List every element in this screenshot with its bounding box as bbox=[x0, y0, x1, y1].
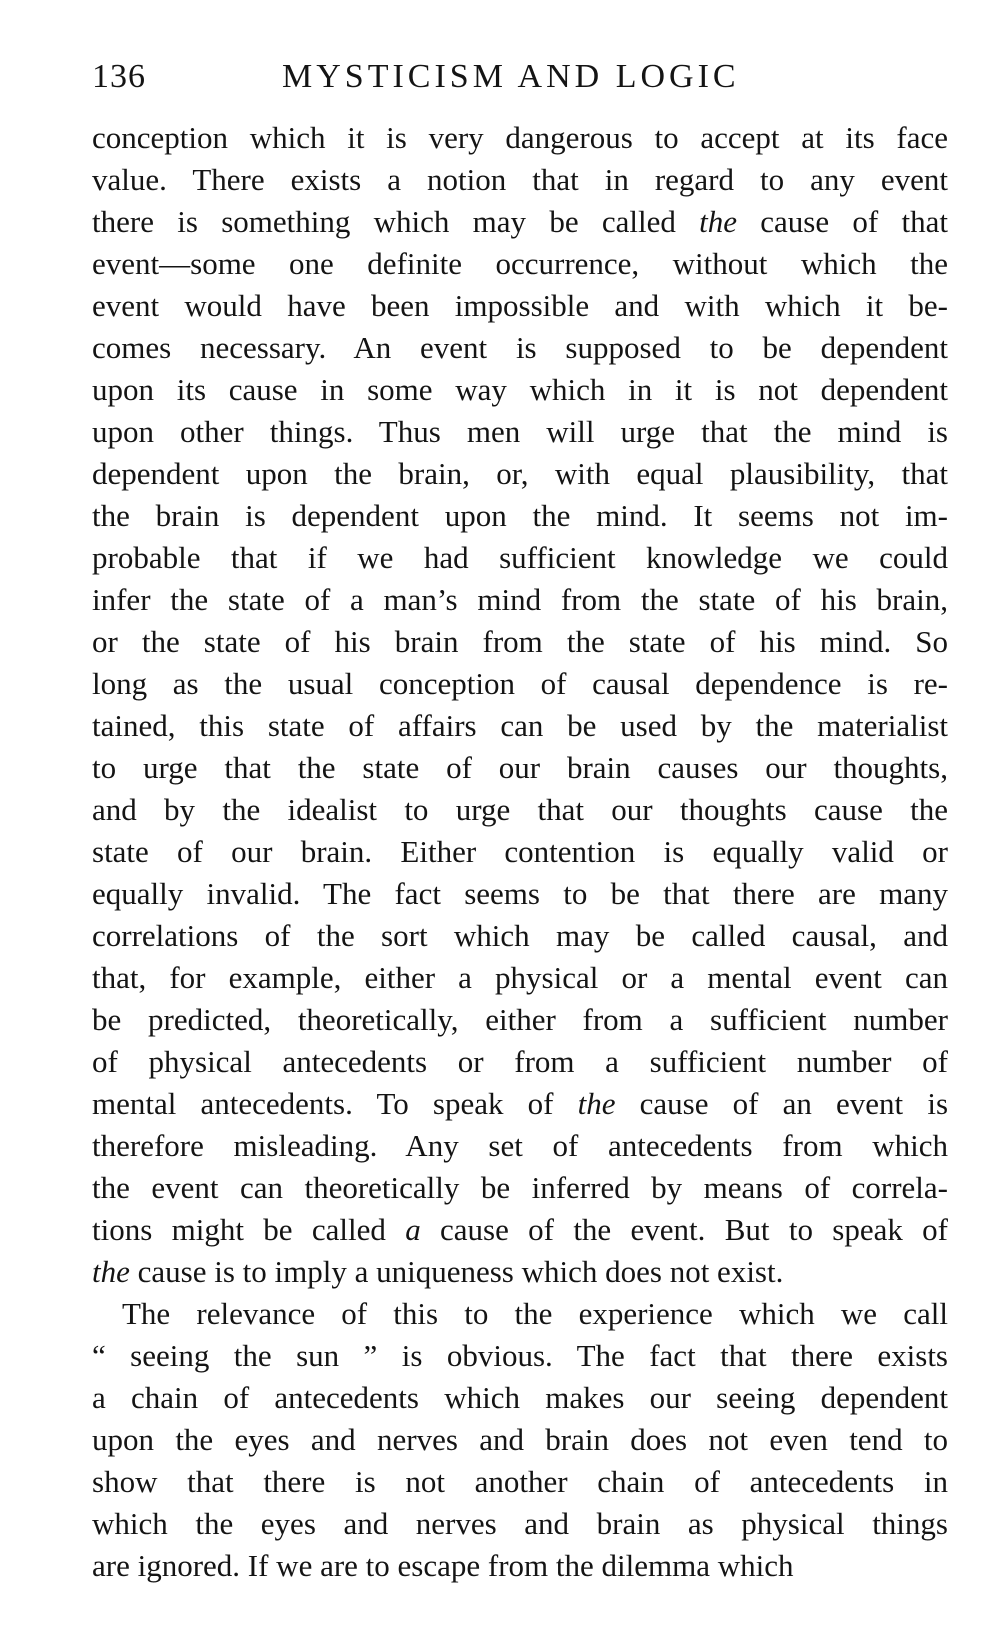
text-run: upon its cause in some way which in it is not dependent bbox=[92, 372, 948, 407]
text-line bbox=[92, 999, 948, 1041]
text-line bbox=[92, 201, 948, 243]
text-line bbox=[92, 159, 948, 201]
text-run: mental antecedents. To speak of bbox=[92, 1086, 578, 1121]
text-run: and by the idealist to urge that our thoughts cause the bbox=[92, 792, 948, 827]
text-line bbox=[92, 327, 948, 369]
text-run: “ seeing the sun ” is obvious. The fact that there exists bbox=[92, 1338, 948, 1373]
text-line bbox=[92, 663, 948, 705]
text-line bbox=[92, 1041, 948, 1083]
text-run: upon the eyes and nerves and brain does not even tend to bbox=[92, 1422, 948, 1457]
text-run: cause is to imply a uniqueness which does not exist. bbox=[129, 1254, 784, 1289]
text-run: event—some one definite occurrence, without which the bbox=[92, 246, 948, 281]
text-run: infer the state of a man’s mind from the state of his brain, bbox=[92, 582, 948, 617]
running-head: MYSTICISM AND LOGIC bbox=[282, 58, 740, 95]
text-run: tions might be called bbox=[92, 1212, 406, 1247]
text-line bbox=[92, 411, 948, 453]
text-run: the brain is dependent upon the mind. It seems not im- bbox=[92, 498, 948, 533]
text-run: probable that if we had sufficient knowledge we could bbox=[92, 540, 948, 575]
text-run: there is something which may be called bbox=[92, 204, 700, 239]
text-line bbox=[92, 1335, 948, 1377]
text-line bbox=[92, 579, 948, 621]
text-run: the event can theoretically be inferred by means of correla- bbox=[92, 1170, 948, 1205]
text-line bbox=[92, 495, 948, 537]
text-run: which the eyes and nerves and brain as physical things bbox=[92, 1506, 948, 1541]
text-line bbox=[92, 1461, 948, 1503]
text-run: upon other things. Thus men will urge that the mind is bbox=[92, 414, 948, 449]
text-run: or the state of his brain from the state of his mind. So bbox=[92, 624, 948, 659]
text-run: to urge that the state of our brain causes our thoughts, bbox=[92, 750, 948, 785]
text-run: conception which it is very dangerous to accept at its face bbox=[92, 120, 948, 155]
text-line bbox=[92, 873, 948, 915]
text-line bbox=[92, 1209, 948, 1251]
text-line bbox=[92, 1503, 948, 1545]
italic-emphasis: the bbox=[577, 1086, 616, 1121]
text-line bbox=[92, 1251, 948, 1293]
text-run: therefore misleading. Any set of antecedents from which bbox=[92, 1128, 948, 1163]
text-run: cause of that bbox=[737, 204, 948, 239]
text-line bbox=[92, 1377, 948, 1419]
text-run: are ignored. If we are to escape from the dilemma which bbox=[92, 1548, 794, 1583]
text-run: value. There exists a notion that in regard to any event bbox=[92, 162, 948, 197]
text-run: be predicted, theoretically, either from a sufficient number bbox=[92, 1002, 948, 1037]
text-line bbox=[92, 747, 948, 789]
text-line bbox=[92, 789, 948, 831]
page-number: 136 bbox=[92, 58, 146, 95]
text-line bbox=[92, 1545, 948, 1587]
text-line bbox=[92, 705, 948, 747]
text-run: equally invalid. The fact seems to be that there are many bbox=[92, 876, 948, 911]
text-line bbox=[92, 957, 948, 999]
text-line bbox=[92, 117, 948, 159]
text-run: show that there is not another chain of antecedents in bbox=[92, 1464, 948, 1499]
text-run: cause of an event is bbox=[615, 1086, 949, 1121]
text-line bbox=[92, 453, 948, 495]
text-run: The relevance of this to the experience which we call bbox=[122, 1296, 948, 1331]
text-run: tained, this state of affairs can be used by the materialist bbox=[92, 708, 948, 743]
text-run: cause of the event. But to speak of bbox=[420, 1212, 948, 1247]
body-text bbox=[92, 117, 948, 1587]
text-run: a chain of antecedents which makes our seeing dependent bbox=[92, 1380, 948, 1415]
italic-emphasis: the bbox=[699, 204, 738, 239]
text-run: correlations of the sort which may be called causal, and bbox=[92, 918, 948, 953]
text-line bbox=[92, 1293, 948, 1335]
text-run: dependent upon the brain, or, with equal plausibility, that bbox=[92, 456, 948, 491]
text-run: that, for example, either a physical or a mental event can bbox=[92, 960, 948, 995]
text-run: state of our brain. Either contention is equally valid or bbox=[92, 834, 948, 869]
text-line bbox=[92, 285, 948, 327]
text-line bbox=[92, 1167, 948, 1209]
italic-emphasis: the bbox=[92, 1254, 130, 1289]
text-line bbox=[92, 1419, 948, 1461]
text-run: comes necessary. An event is supposed to be dependent bbox=[92, 330, 948, 365]
text-line bbox=[92, 243, 948, 285]
text-run: long as the usual conception of causal dependence is re- bbox=[92, 666, 948, 701]
text-line bbox=[92, 369, 948, 411]
text-line bbox=[92, 537, 948, 579]
text-run: of physical antecedents or from a sufficient number of bbox=[92, 1044, 948, 1079]
text-line bbox=[92, 1083, 948, 1125]
page-header bbox=[92, 52, 952, 100]
italic-emphasis: a bbox=[405, 1212, 421, 1247]
text-line bbox=[92, 915, 948, 957]
text-line bbox=[92, 1125, 948, 1167]
text-line bbox=[92, 831, 948, 873]
text-run: event would have been impossible and with which it be- bbox=[92, 288, 948, 323]
text-line bbox=[92, 621, 948, 663]
